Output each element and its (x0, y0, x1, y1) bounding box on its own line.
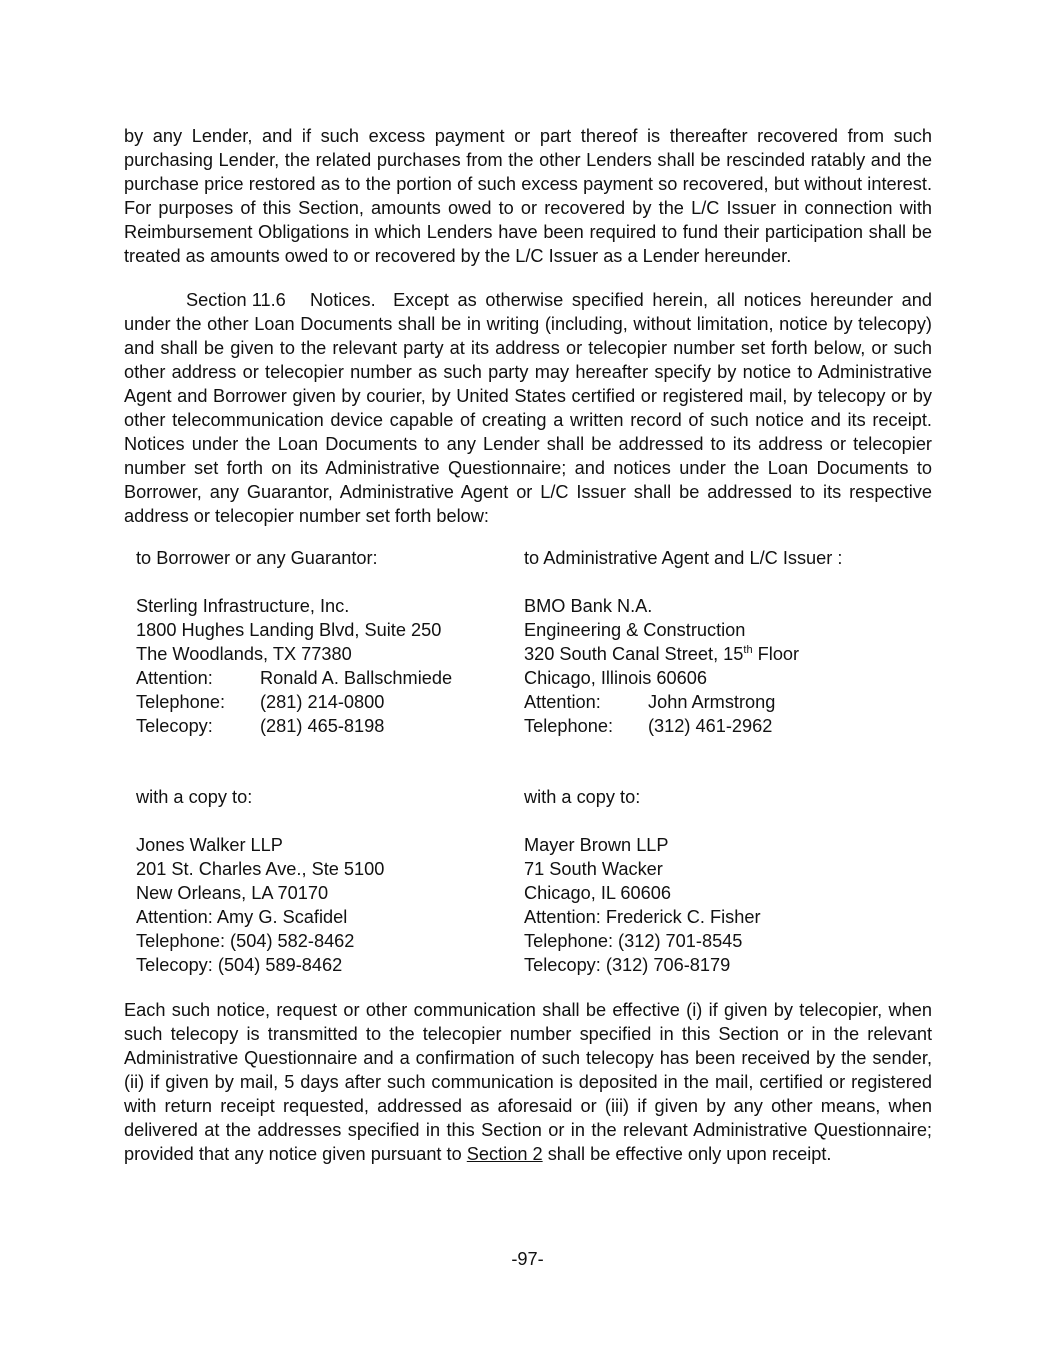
paragraph-notices (124, 288, 932, 528)
effectiveness-text-end: shall be effective only upon receipt. (547, 1144, 832, 1164)
agent-address-suffix: Floor (757, 644, 800, 664)
agent-attention (524, 690, 904, 714)
agent-heading: to Administrative Agent and L/C Issuer : (524, 548, 843, 568)
section-2-reference[interactable]: Section 2 (466, 1144, 543, 1164)
borrower-attention-label: Attention: (136, 668, 213, 688)
borrower-telephone-value: (281) 214-0800 (260, 692, 385, 712)
agent-copy-heading: with a copy to: (524, 787, 641, 807)
borrower-telephone-label: Telephone: (136, 692, 225, 712)
borrower-attention-value: Ronald A. Ballschmiede (260, 668, 453, 688)
agent-copy-line: 71 South Wacker (524, 859, 663, 879)
borrower-attention (136, 666, 516, 690)
effectiveness-text: Each such notice, request or other communication shall be effective (i) if given by telecopier, when such telecopy is transmitted to the telecopier number specified in this Section or in the relevant Administrative Questionnaire and a confirmation of such telecopy has been received by the sender, (ii) if given by mail, 5 days after such communication is deposited in the mail, certified or registered with return receipt requested, addressed as aforesaid or (iii) if given by any other means, when delivered at the addresses specified in this Section or in the relevant Administrative Questionnaire; provided that any notice given pursuant to (124, 1000, 932, 1164)
borrower-telephone (136, 690, 516, 714)
spacer (136, 570, 516, 594)
agent-city: Chicago, Illinois 60606 (524, 668, 708, 688)
borrower-copy-line: Telephone: (504) 582-8462 (136, 931, 355, 951)
agent-copy-line: Chicago, IL 60606 (524, 883, 671, 903)
agent-department: Engineering & Construction (524, 620, 746, 640)
borrower-copy-block (136, 785, 516, 977)
paragraph-effectiveness (124, 998, 932, 1166)
borrower-copy-line: Attention: Amy G. Scafidel (136, 907, 348, 927)
agent-copy-line: Mayer Brown LLP (524, 835, 669, 855)
agent-address-block (524, 546, 904, 738)
agent-address-ordinal: th (743, 643, 753, 656)
borrower-name: Sterling Infrastructure, Inc. (136, 596, 350, 616)
agent-telephone-label: Telephone: (524, 716, 613, 736)
agent-attention-label: Attention: (524, 692, 601, 712)
agent-copy-line: Telephone: (312) 701-8545 (524, 931, 743, 951)
section-title: Notices. (310, 290, 376, 310)
agent-address-line (524, 642, 904, 666)
agent-copy-line: Telecopy: (312) 706-8179 (524, 955, 731, 975)
agent-name: BMO Bank N.A. (524, 596, 653, 616)
borrower-copy-heading: with a copy to: (136, 787, 253, 807)
borrower-copy-line: 201 St. Charles Ave., Ste 5100 (136, 859, 385, 879)
borrower-copy-line: Telecopy: (504) 589-8462 (136, 955, 343, 975)
borrower-telecopy-value: (281) 465-8198 (260, 716, 385, 736)
paragraph-continuation: by any Lender, and if such excess payment or part thereof is thereafter recovered from such purchasing Lender, the related purchases from the other Lenders shall be rescinded ratably and the purchase price restored as to the portion of such excess payment so recovered, but without interest. For purposes of this Section, amounts owed to or recovered by the L/C Issuer in connection with Reimbursement Obligations in which Lenders have been required to fund their participation shall be treated as amounts owed to or recovered by the L/C Issuer as a Lender hereunder. (124, 126, 932, 266)
spacer (524, 809, 904, 833)
agent-telephone-value: (312) 461-2962 (648, 716, 773, 736)
agent-attention-value: John Armstrong (648, 692, 776, 712)
borrower-telecopy-label: Telecopy: (136, 716, 213, 736)
page-number: -97- (511, 1249, 544, 1269)
borrower-address-line-1: 1800 Hughes Landing Blvd, Suite 250 (136, 620, 442, 640)
agent-copy-line: Attention: Frederick C. Fisher (524, 907, 761, 927)
borrower-telecopy (136, 714, 516, 738)
agent-copy-block (524, 785, 904, 977)
agent-address-prefix: 320 South Canal Street, 15 (524, 644, 744, 664)
section-number: Section 11.6 (186, 290, 286, 310)
spacer (524, 570, 904, 594)
spacer (136, 809, 516, 833)
notices-body: Except as otherwise specified herein, all notices hereunder and under the other Loan Documents shall be in writing (including, without limitation, notice by telecopy) and shall be given to the relevant party at its address or telecopier number set forth below, or such other address or telecopier number as such party may hereafter specify by notice to Administrative Agent and Borrower given by courier, by United States certified or registered mail, by telecopy or by other telecommunication device capable of creating a written record of such notice and its receipt. Notices under the Loan Documents to any Lender shall be addressed to its address or telecopier number set forth on its Administrative Questionnaire; and notices under the Loan Documents to Borrower, any Guarantor, Administrative Agent or L/C Issuer shall be addressed to its respective address or telecopier number set forth below: (124, 290, 932, 526)
borrower-address-block (136, 546, 516, 738)
borrower-address-line-2: The Woodlands, TX 77380 (136, 644, 352, 664)
borrower-heading: to Borrower or any Guarantor: (136, 548, 378, 568)
agent-telephone (524, 714, 904, 738)
borrower-copy-line: Jones Walker LLP (136, 835, 283, 855)
borrower-copy-line: New Orleans, LA 70170 (136, 883, 329, 903)
